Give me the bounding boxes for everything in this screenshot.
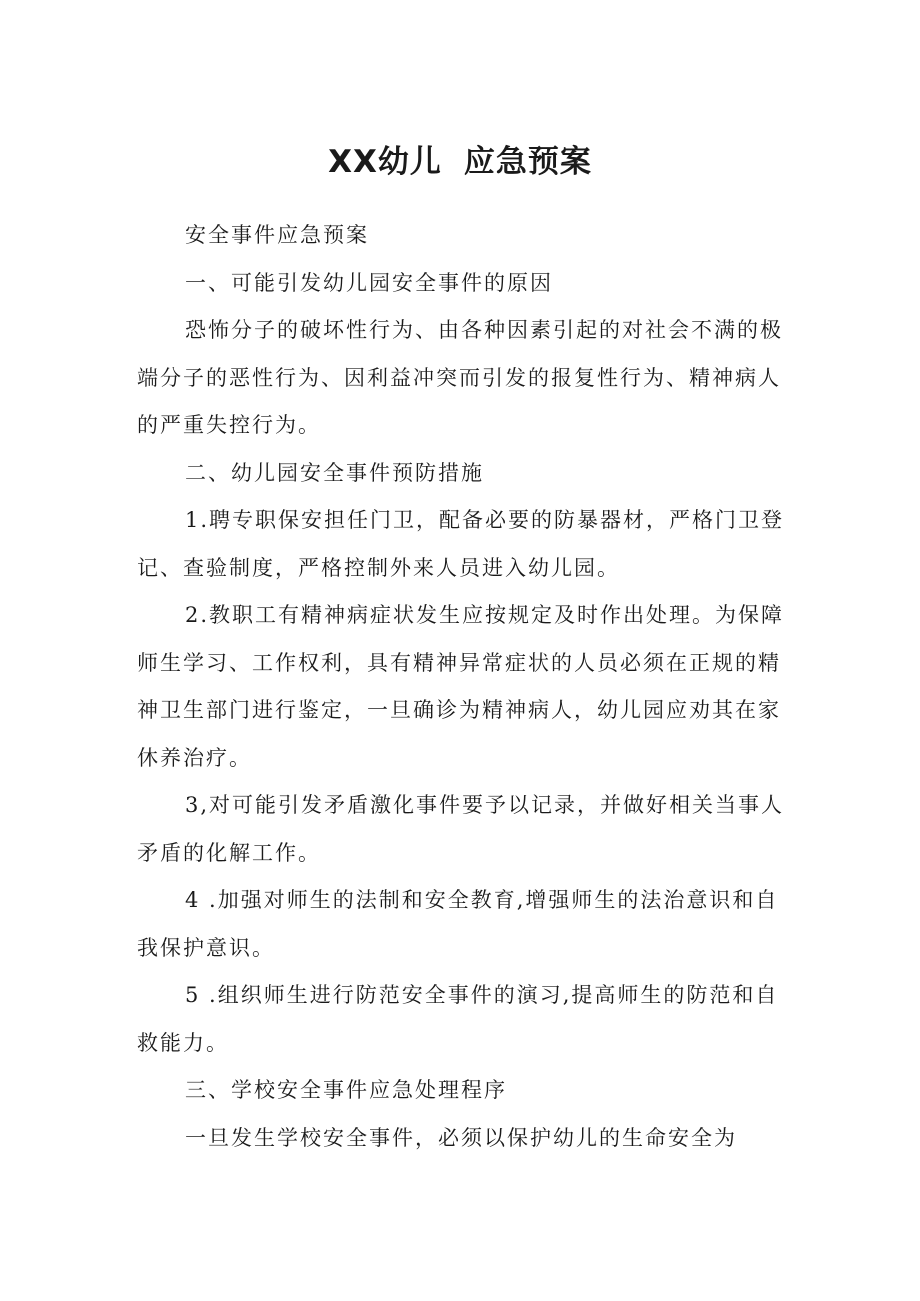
paragraph-line: 恐怖分子的破坏性行为、由各种因素引起的对社会不满的极 xyxy=(185,318,783,342)
paragraph-line: 安全事件应急预案 xyxy=(185,223,369,247)
paragraph-line: 的严重失控行为。 xyxy=(137,413,321,437)
paragraph-line: 矛盾的化解工作。 xyxy=(137,840,321,865)
prevention-item-1 xyxy=(137,497,793,592)
section-heading-causes xyxy=(137,260,793,308)
paragraph-response xyxy=(137,1115,793,1163)
paragraph-line: 1.聘专职保安担任门卫，配备必要的防暴器材，严格门卫登 xyxy=(185,508,785,532)
paragraph-line: 3,对可能引发矛盾激化事件要予以记录，并做好相关当事人 xyxy=(185,793,785,817)
paragraph-line: 一旦发生学校安全事件，必须以保护幼儿的生命安全为 xyxy=(185,1125,737,1150)
title-part-2: 应急预案 xyxy=(463,144,592,180)
paragraph-line: 师生学习、工作权利，具有精神异常症状的人员必须在正规的精 xyxy=(137,650,781,675)
document-body xyxy=(137,212,793,1162)
section-heading-response xyxy=(137,1067,793,1115)
paragraph-line: 休养治疗。 xyxy=(137,745,252,770)
prevention-item-4 xyxy=(137,877,793,972)
paragraph-causes xyxy=(137,307,793,450)
prevention-item-2 xyxy=(137,592,793,782)
paragraph-line: 5 .组织师生进行防范安全事件的演习,提高师生的防范和自 xyxy=(185,983,779,1007)
heading-safety-plan xyxy=(137,212,793,260)
paragraph-line: 端分子的恶性行为、因利益冲突而引发的报复性行为、精神病人 xyxy=(137,365,781,390)
section-heading-prevention xyxy=(137,450,793,498)
paragraph-line: 我保护意识。 xyxy=(137,935,275,960)
title-part-1: XX幼儿 xyxy=(328,144,442,180)
paragraph-line: 4 .加强对师生的法制和安全教育,增强师生的法治意识和自 xyxy=(185,888,779,912)
paragraph-line: 记、查验制度，严格控制外来人员进入幼儿园。 xyxy=(137,555,620,580)
prevention-item-3 xyxy=(137,782,793,877)
paragraph-line: 一、可能引发幼儿园安全事件的原因 xyxy=(185,270,553,295)
paragraph-line: 救能力。 xyxy=(137,1030,229,1055)
paragraph-line: 二、幼儿园安全事件预防措施 xyxy=(185,460,484,485)
paragraph-line: 神卫生部门进行鉴定，一旦确诊为精神病人，幼儿园应劝其在家 xyxy=(137,698,781,722)
prevention-item-5 xyxy=(137,972,793,1067)
paragraph-line: 2.教职工有精神病症状发生应按规定及时作出处理。为保障 xyxy=(185,603,785,627)
document-title xyxy=(0,140,920,184)
paragraph-line: 三、学校安全事件应急处理程序 xyxy=(185,1078,507,1102)
